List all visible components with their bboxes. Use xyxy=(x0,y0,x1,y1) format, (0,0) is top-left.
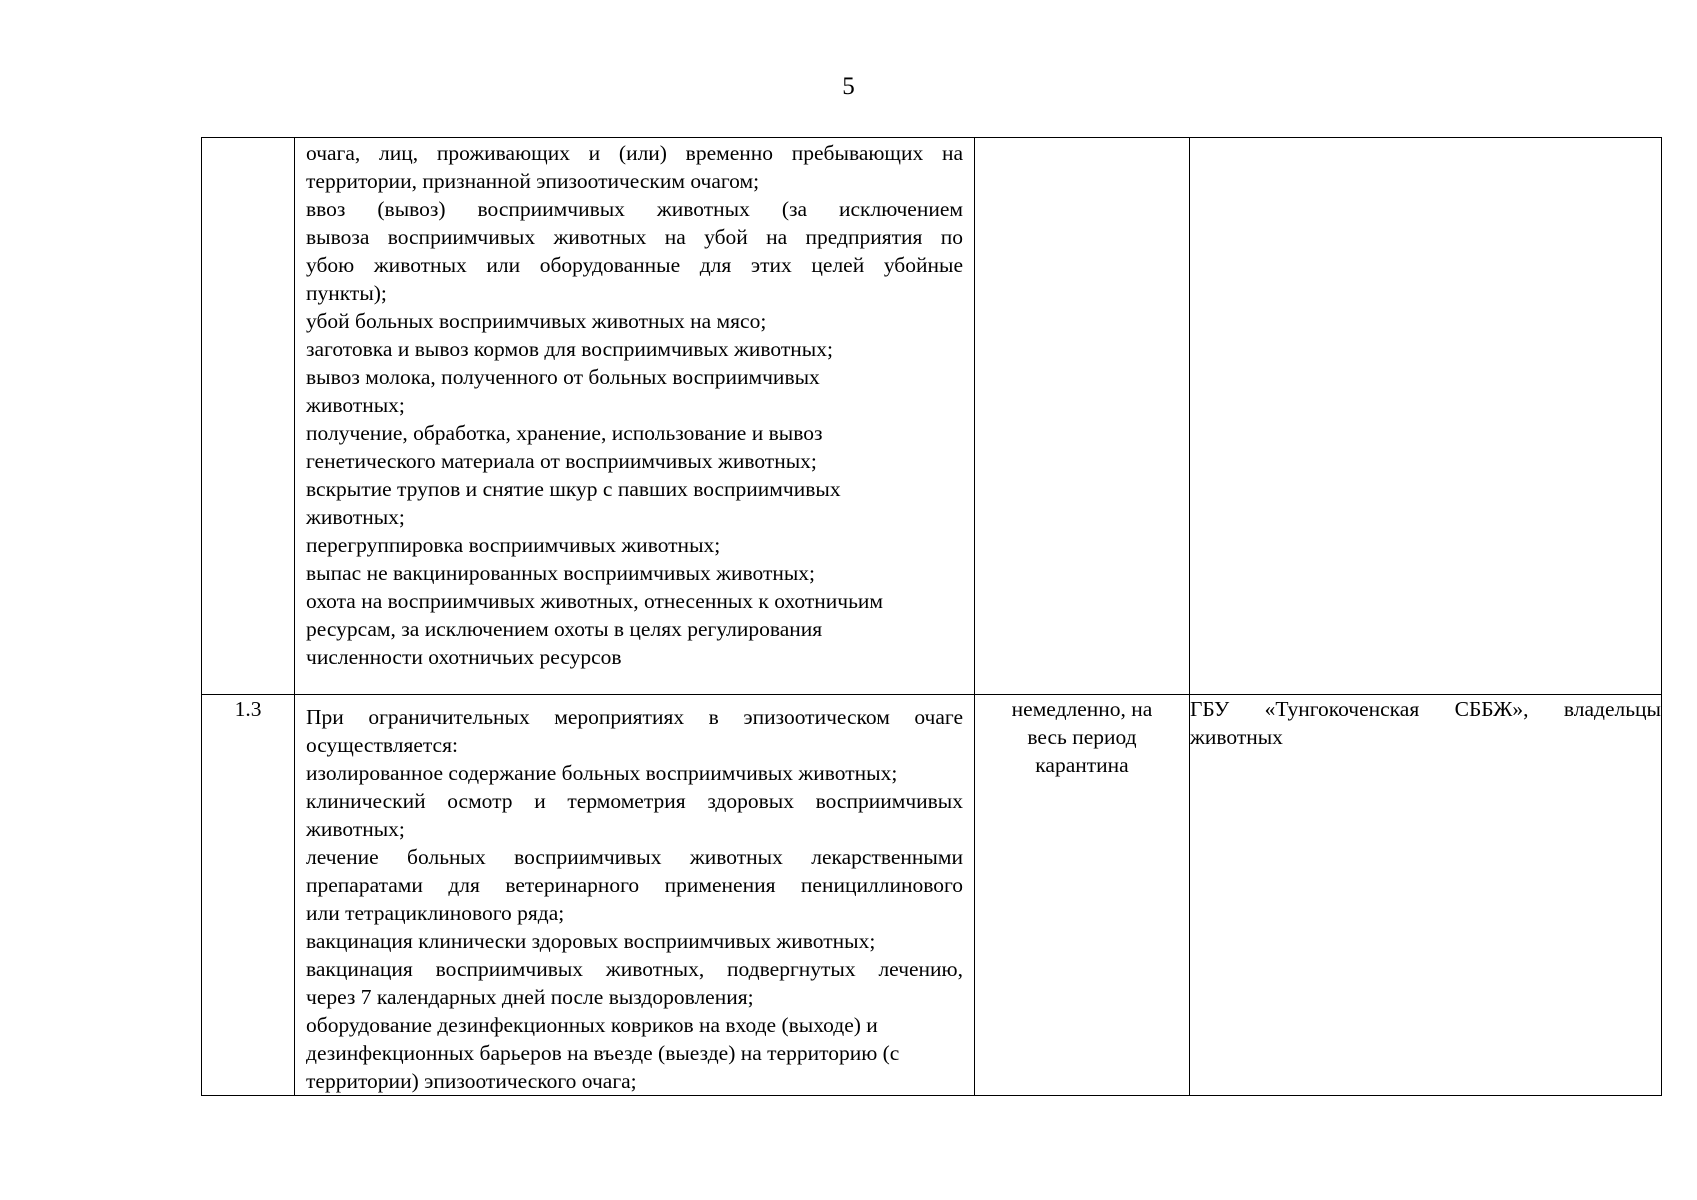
measure-line: вскрытие трупов и снятие шкур с павших восприимчивых xyxy=(306,477,841,501)
table-row xyxy=(202,695,1662,1096)
measure-line: При ограничительных мероприятиях в эпизоотическом очаге xyxy=(306,705,963,729)
measure-line: убою животных или оборудованные для этих целей убойные xyxy=(306,253,963,277)
measure-line: перегруппировка восприимчивых животных; xyxy=(306,533,721,557)
row-number-cell: 1.3 xyxy=(202,695,295,1096)
measure-line: через 7 календарных дней после выздоровления; xyxy=(306,985,754,1009)
measure-line: ввоз (вывоз) восприимчивых животных (за исключением xyxy=(306,197,963,221)
measure-line: вакцинация восприимчивых животных, подвергнутых лечению, xyxy=(306,957,963,981)
measure-line: вывоза восприимчивых животных на убой на предприятия по xyxy=(306,225,963,249)
measure-line: генетического материала от восприимчивых животных; xyxy=(306,449,817,473)
term-line: весь период xyxy=(1027,725,1137,749)
term-cell xyxy=(975,695,1190,1096)
measure-line: заготовка и вывоз кормов для восприимчивых животных; xyxy=(306,337,833,361)
measure-line: оборудование дезинфекционных ковриков на входе (выходе) и xyxy=(306,1013,878,1037)
measure-line: препаратами для ветеринарного применения пенициллинового xyxy=(306,873,963,897)
measure-line: территории) эпизоотического очага; xyxy=(306,1069,637,1093)
responsible-cell xyxy=(1190,695,1662,1096)
measure-line: или тетрациклинового ряда; xyxy=(306,901,565,925)
measure-line: убой больных восприимчивых животных на мясо; xyxy=(306,309,767,333)
measure-line: очага, лиц, проживающих и (или) временно пребывающих на xyxy=(306,141,963,165)
table-row xyxy=(202,138,1662,695)
measure-line: получение, обработка, хранение, использование и вывоз xyxy=(306,421,823,445)
measure-line: изолированное содержание больных восприимчивых животных; xyxy=(306,761,898,785)
measure-line: территории, признанной эпизоотическим очагом; xyxy=(306,169,760,193)
measure-line: животных; xyxy=(306,505,405,529)
term-cell xyxy=(975,138,1190,695)
measure-line: вывоз молока, полученного от больных восприимчивых xyxy=(306,365,820,389)
responsible-cell xyxy=(1190,138,1662,695)
measure-line: численности охотничьих ресурсов xyxy=(306,645,622,669)
measure-line: охота на восприимчивых животных, отнесенных к охотничьим xyxy=(306,589,883,613)
measure-line: животных; xyxy=(306,817,405,841)
measure-line: осуществляется: xyxy=(306,733,458,757)
measure-line: ресурсам, за исключением охоты в целях регулирования xyxy=(306,617,823,641)
responsible-line: животных xyxy=(1190,725,1283,749)
term-line: немедленно, на xyxy=(1011,697,1153,721)
responsible-line: ГБУ «Тунгокоченская СББЖ», владельцы xyxy=(1190,697,1661,721)
measure-line: вакцинация клинически здоровых восприимчивых животных; xyxy=(306,929,876,953)
page-number: 5 xyxy=(842,73,855,100)
measure-line: пункты); xyxy=(306,281,387,305)
measure-line: животных; xyxy=(306,393,405,417)
measure-line: дезинфекционных барьеров на въезде (выезде) на территорию (с xyxy=(306,1041,900,1065)
measures-table xyxy=(201,137,1662,1096)
measure-cell xyxy=(295,138,975,695)
measure-cell xyxy=(295,695,975,1096)
measure-line: выпас не вакцинированных восприимчивых животных; xyxy=(306,561,816,585)
measure-line: лечение больных восприимчивых животных лекарственными xyxy=(306,845,963,869)
term-line: карантина xyxy=(1035,753,1129,777)
measure-line: клинический осмотр и термометрия здоровых восприимчивых xyxy=(306,789,963,813)
row-number-cell xyxy=(202,138,295,695)
